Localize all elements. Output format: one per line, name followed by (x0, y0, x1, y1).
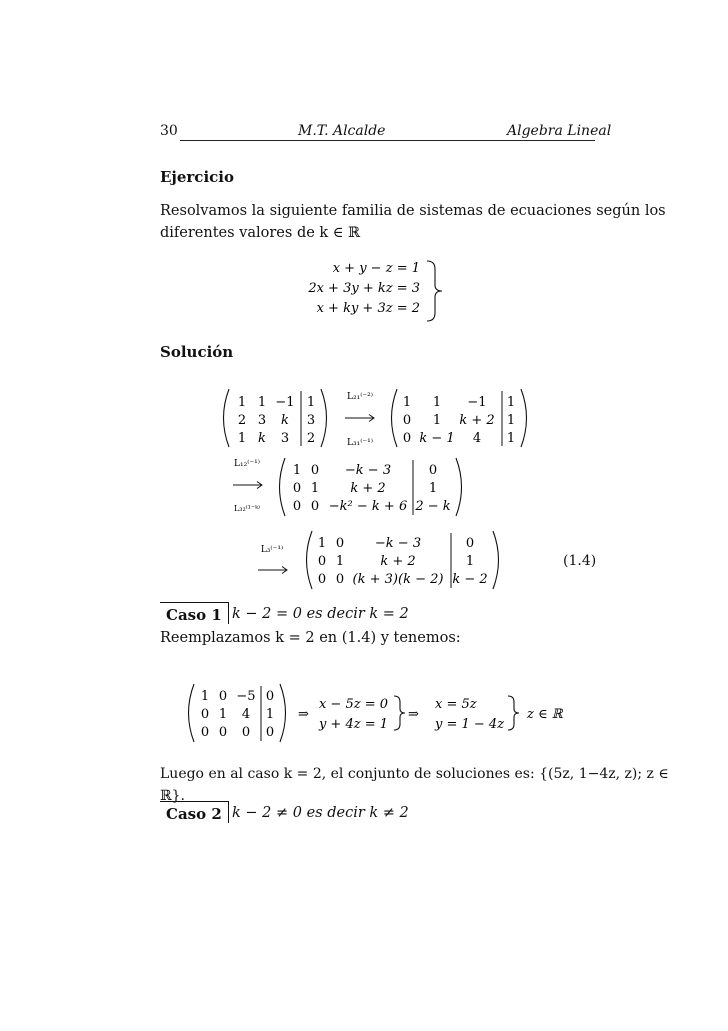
matrix-cell: 1 (218, 707, 228, 722)
domain-label: z ∈ ℝ (527, 707, 563, 722)
case1-conclusion-line1: Luego en al caso k = 2, el conjunto de soluciones es: {(5z, 1−4z, z); z ∈ (160, 766, 669, 782)
exercise-text-line2: diferentes valores de k ∈ ℝ (160, 225, 361, 241)
matrix-cell: 1 (306, 395, 316, 410)
matrix-cell: 0 (335, 536, 345, 551)
case1-condition: k − 2 = 0 es decir k = 2 (232, 606, 409, 622)
row-op-label: L₃₂⁽¹⁻ᵏ⁾ (233, 504, 261, 513)
system1-eq2: y + 4z = 1 (318, 717, 388, 732)
matrix-cell: 0 (241, 725, 251, 740)
matrix-cell: 1 (237, 431, 247, 446)
matrix-cell: 1 (432, 395, 442, 410)
system1-eq1: x − 5z = 0 (318, 697, 388, 712)
solution-heading: Solución (160, 343, 234, 361)
matrix-cell: k (281, 413, 289, 428)
equation-system (290, 255, 460, 330)
matrix-cell: k − 2 (452, 572, 488, 587)
left-paren-icon (224, 389, 230, 447)
matrix-cell: 1 (432, 413, 442, 428)
matrix-cell: 3 (306, 413, 316, 428)
matrix-cell: 0 (310, 463, 320, 478)
left-paren-icon (280, 458, 286, 516)
matrix-cell: 0 (465, 536, 475, 551)
matrix-cell: 1 (317, 536, 327, 551)
matrix-cell: 0 (402, 431, 412, 446)
matrix-cell: 0 (317, 572, 327, 587)
matrix-cell: 1 (257, 395, 267, 410)
implies-icon: ⇒ (408, 707, 419, 722)
matrix-cell: 3 (280, 431, 290, 446)
matrix-cell: (k + 3)(k − 2) (352, 572, 444, 587)
matrix-cell: −1 (467, 395, 487, 410)
matrix-cell: 2 (306, 431, 316, 446)
header-rule (180, 140, 595, 141)
left-paren-icon (189, 684, 195, 742)
right-brace-icon (508, 696, 519, 730)
running-author: M.T. Alcalde (298, 123, 386, 139)
matrix-cell: 3 (257, 413, 267, 428)
matrix-cell: 1 (428, 481, 438, 496)
system-eq3: x + ky + 3z = 2 (316, 301, 420, 316)
matrix-cell: 0 (428, 463, 438, 478)
matrix-cell: 1 (200, 689, 210, 704)
page-number: 30 (160, 123, 178, 139)
matrix-cell: 0 (292, 499, 302, 514)
case1-solution (180, 680, 580, 750)
exercise-heading: Ejercicio (160, 168, 234, 186)
row-op-label: L₁₂⁽⁻¹⁾ (234, 459, 260, 469)
matrix-cell: 0 (335, 572, 345, 587)
case1-label-box (160, 602, 229, 624)
matrix-cell: 1 (506, 413, 516, 428)
matrix-cell: −k² − k + 6 (328, 499, 408, 514)
matrix-cell: 0 (218, 725, 228, 740)
matrix-cell: 1 (335, 554, 345, 569)
right-brace-icon (394, 696, 405, 730)
system-eq2: 2x + 3y + kz = 3 (308, 281, 420, 296)
matrix-cell: 0 (265, 725, 275, 740)
matrix-cell: 0 (317, 554, 327, 569)
running-title: Algebra Lineal (507, 123, 612, 139)
matrix-cell: −k − 3 (374, 536, 422, 551)
matrix-cell: 0 (200, 725, 210, 740)
matrix-cell: 4 (472, 431, 482, 446)
row-op-label: L₃₁⁽⁻¹⁾ (347, 438, 373, 448)
right-paren-icon (456, 458, 462, 516)
right-paren-icon (321, 389, 327, 447)
matrix-cell: 0 (292, 481, 302, 496)
case2-label-box (160, 801, 229, 823)
left-paren-icon (392, 389, 398, 447)
matrix-cell: k − 1 (419, 431, 455, 446)
matrix-cell: 0 (402, 413, 412, 428)
matrix-cell: 1 (237, 395, 247, 410)
matrix-cell: −k − 3 (344, 463, 392, 478)
matrix-cell: 1 (506, 431, 516, 446)
matrix-cell: k + 2 (350, 481, 386, 496)
matrix-cell: −5 (236, 689, 256, 704)
right-paren-icon (493, 531, 499, 589)
system-eq1: x + y − z = 1 (332, 261, 420, 276)
equation-number: (1.4) (563, 553, 597, 569)
case2-condition: k − 2 ≠ 0 es decir k ≠ 2 (232, 805, 409, 821)
right-paren-icon (521, 389, 527, 447)
matrix-cell: 1 (265, 707, 275, 722)
case1-conclusion-line2: ℝ}. (160, 788, 185, 804)
system2-eq1: x = 5z (435, 697, 477, 712)
matrix-cell: 2 (237, 413, 247, 428)
matrix-cell: 4 (241, 707, 251, 722)
reduction-step-3 (250, 525, 510, 595)
matrix-cell: k + 2 (380, 554, 416, 569)
case1-text: Reemplazamos k = 2 en (1.4) y tenemos: (160, 630, 461, 646)
matrix-cell: 1 (506, 395, 516, 410)
reduction-step-2 (225, 452, 475, 522)
right-paren-icon (280, 684, 286, 742)
matrix-cell: 0 (265, 689, 275, 704)
matrix-cell: −1 (275, 395, 295, 410)
matrix-cell: 1 (310, 481, 320, 496)
matrix-cell: 0 (218, 689, 228, 704)
matrix-cell: 0 (200, 707, 210, 722)
matrix-cell: 1 (465, 554, 475, 569)
matrix-cell: 0 (310, 499, 320, 514)
reduction-step-1 (215, 385, 535, 455)
matrix-cell: k (258, 431, 266, 446)
case1-label: Caso 1 (166, 606, 222, 624)
exercise-text-line1: Resolvamos la siguiente familia de sistemas de ecuaciones según los (160, 203, 666, 219)
system2-eq2: y = 1 − 4z (435, 717, 505, 732)
implies-icon: ⇒ (298, 707, 309, 722)
row-op-label: L₂₁⁽⁻²⁾ (347, 392, 373, 402)
matrix-cell: 1 (292, 463, 302, 478)
row-op-label: L₃⁽⁻¹⁾ (260, 545, 284, 555)
right-brace-icon (427, 261, 442, 321)
case2-label: Caso 2 (166, 805, 222, 823)
matrix-cell: k + 2 (459, 413, 495, 428)
left-paren-icon (307, 531, 313, 589)
matrix-cell: 1 (402, 395, 412, 410)
matrix-cell: 2 − k (415, 499, 451, 514)
